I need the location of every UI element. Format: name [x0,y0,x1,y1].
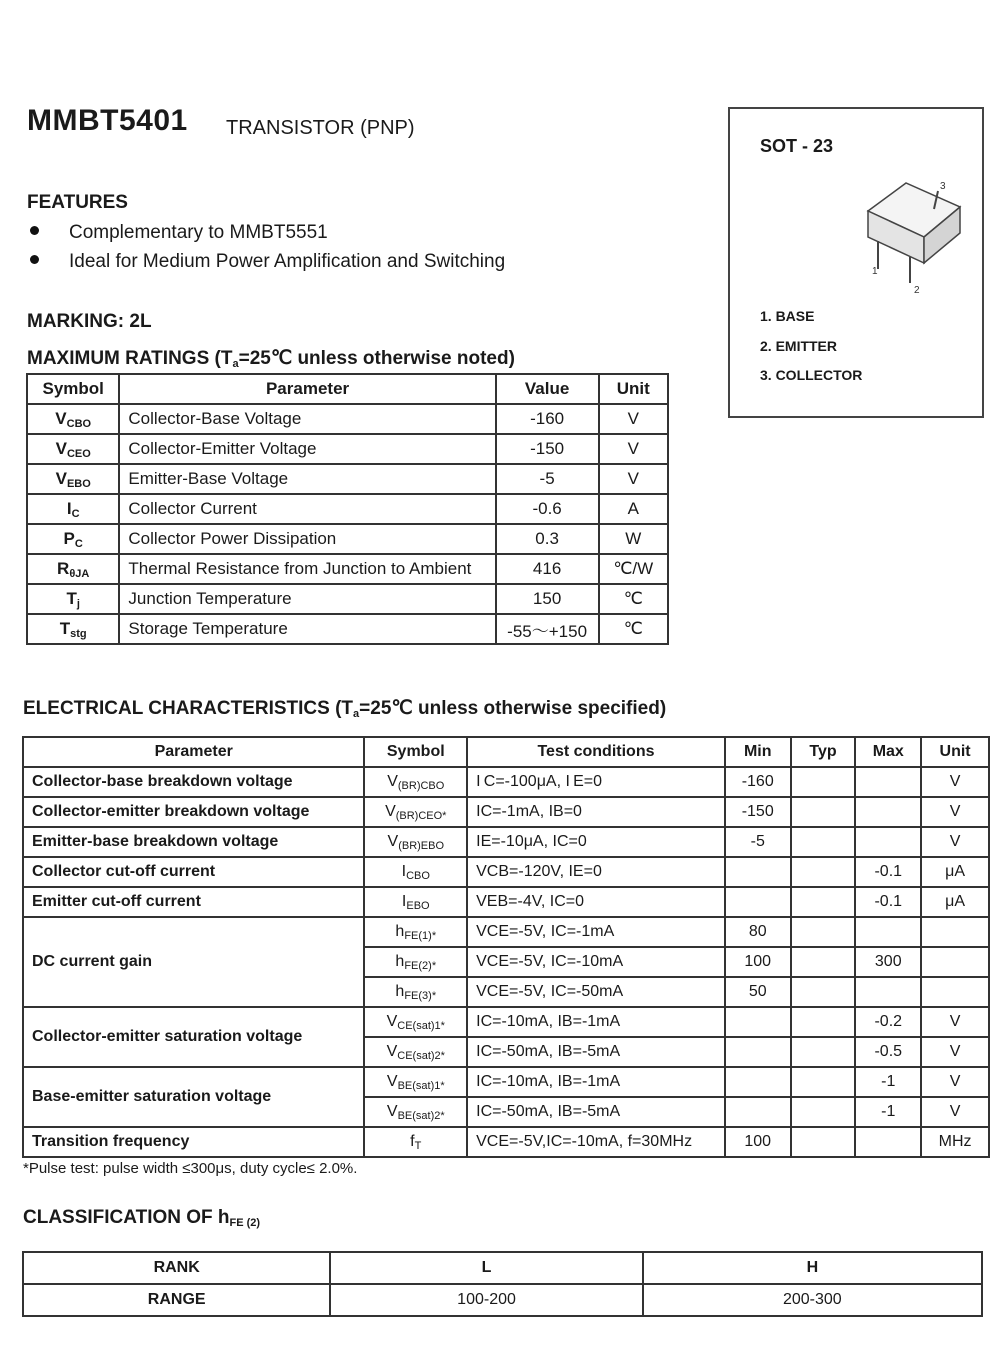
table-row [23,1252,982,1284]
table-header-row [27,374,668,404]
symbol-cell: $P_C$ [27,524,119,554]
max-cell: -0.1 [855,887,921,917]
max-cell [855,917,921,947]
electrical-table [22,736,990,1158]
min-cell: -160 [725,767,791,797]
column-header: Parameter [119,374,495,404]
unit-cell: μA [921,857,989,887]
table-row [23,887,989,917]
symbol-cell: $V_{EBO}$ [27,464,119,494]
part-number: MMBT5401 [27,104,188,137]
symbol-cell: $T_j$ [27,584,119,614]
parameter-cell: Thermal Resistance from Junction to Ambient [119,554,495,584]
classification-table [22,1251,983,1317]
column-header: Typ [791,737,856,767]
symbol-cell: $V_{CE(sat)2*}$ [364,1037,467,1067]
value-cell: -55～+150 [496,614,599,644]
min-cell: -5 [725,827,791,857]
max-cell: -0.2 [855,1007,921,1037]
table-row [23,827,989,857]
column-header: Unit [921,737,989,767]
condition-cell: IE=-10μA, IC=0 [467,827,725,857]
bullet-icon [30,255,39,264]
column-header: Max [855,737,921,767]
column-header: Parameter [23,737,364,767]
feature-item [30,251,505,273]
table-row [27,584,668,614]
table-row [27,404,668,434]
table-row [23,917,989,947]
parameter-cell: Collector-emitter breakdown voltage [23,797,364,827]
unit-cell: V [599,404,669,434]
unit-cell: V [921,1097,989,1127]
table-row [27,464,668,494]
unit-cell: V [599,464,669,494]
unit-cell: V [921,1007,989,1037]
column-header: Value [496,374,599,404]
table-row [23,1284,982,1316]
features-heading: FEATURES [27,192,128,213]
value-cell: 0.3 [496,524,599,554]
table-header-row [23,737,989,767]
min-cell: -150 [725,797,791,827]
unit-cell: V [599,434,669,464]
parameter-cell: Emitter-Base Voltage [119,464,495,494]
unit-cell: A [599,494,669,524]
electrical-heading: ELECTRICAL CHARACTERISTICS ($T_a=25℃$ unless otherwise specified) [23,698,667,720]
condition-cell: VCE=-5V, IC=-1mA [467,917,725,947]
typ-cell [791,1127,856,1157]
condition-cell: IC=-50mA, IB=-5mA [467,1097,725,1127]
condition-cell: VCB=-120V, IE=0 [467,857,725,887]
unit-cell: ℃ [599,614,669,644]
max-cell [855,1127,921,1157]
unit-cell [921,917,989,947]
feature-text: Complementary to MMBT5551 [69,222,328,243]
parameter-cell: DC current gain [23,917,364,1007]
symbol-cell: $I_{EBO}$ [364,887,467,917]
symbol-cell: $R_{\theta JA}$ [27,554,119,584]
symbol-cell: $I_C$ [27,494,119,524]
symbol-cell: $V_{CE(sat)1*}$ [364,1007,467,1037]
range-label: RANGE [23,1284,330,1316]
symbol-cell: $I_{CBO}$ [364,857,467,887]
value-cell: 150 [496,584,599,614]
typ-cell [791,1037,856,1067]
unit-cell: V [921,797,989,827]
symbol-cell: $V_{(BR)CEO*}$ [364,797,467,827]
condition-cell: VCE=-5V, IC=-50mA [467,977,725,1007]
table-row [27,494,668,524]
max-cell [855,767,921,797]
pin-emitter: 2. EMITTER [760,338,838,354]
value-cell: -5 [496,464,599,494]
sot23-package-icon [848,171,968,301]
unit-cell: W [599,524,669,554]
table-row [23,1127,989,1157]
marking: MARKING: 2L [27,311,152,332]
column-header: Symbol [364,737,467,767]
parameter-cell: Junction Temperature [119,584,495,614]
min-cell: 50 [725,977,791,1007]
column-header: Test conditions [467,737,725,767]
unit-cell: V [921,767,989,797]
condition-cell: IC=-50mA, IB=-5mA [467,1037,725,1067]
max-cell: -1 [855,1097,921,1127]
parameter-cell: Emitter-base breakdown voltage [23,827,364,857]
feature-item [30,222,328,244]
unit-cell: μA [921,887,989,917]
min-cell [725,1007,791,1037]
table-row [23,797,989,827]
min-cell [725,1037,791,1067]
max-ratings-heading: MAXIMUM RATINGS ($T_a=25℃$ unless otherwise noted) [27,348,515,370]
typ-cell [791,797,856,827]
typ-cell [791,1007,856,1037]
column-header: Unit [599,374,669,404]
classification-heading: CLASSIFICATION OF $h_{FE (2)}$ [23,1207,261,1229]
parameter-cell: Base-emitter saturation voltage [23,1067,364,1127]
min-cell [725,857,791,887]
typ-cell [791,767,856,797]
max-ratings-table [26,373,669,645]
package-box [728,107,984,418]
unit-cell: V [921,827,989,857]
parameter-cell: Collector Current [119,494,495,524]
range-cell: 100-200 [330,1284,642,1316]
range-cell: 200-300 [643,1284,982,1316]
package-name: SOT - 23 [760,136,834,156]
typ-cell [791,977,856,1007]
min-cell [725,887,791,917]
min-cell: 100 [725,1127,791,1157]
symbol-cell: $V_{BE(sat)1*}$ [364,1067,467,1097]
table-row [23,857,989,887]
unit-cell [921,947,989,977]
max-cell: -1 [855,1067,921,1097]
symbol-cell: $V_{BE(sat)2*}$ [364,1097,467,1127]
parameter-cell: Collector cut-off current [23,857,364,887]
condition-cell: IC=-10mA, IB=-1mA [467,1067,725,1097]
column-header: Min [725,737,791,767]
condition-cell: I C=-100μA, I E=0 [467,767,725,797]
symbol-cell: $V_{CBO}$ [27,404,119,434]
typ-cell [791,827,856,857]
condition-cell: IC=-10mA, IB=-1mA [467,1007,725,1037]
condition-cell: VCE=-5V, IC=-10mA [467,947,725,977]
symbol-cell: $V_{(BR)CBO}$ [364,767,467,797]
parameter-cell: Collector-Base Voltage [119,404,495,434]
value-cell: -160 [496,404,599,434]
typ-cell [791,887,856,917]
max-cell: -0.1 [855,857,921,887]
symbol-cell: $h_{FE(2)*}$ [364,947,467,977]
max-cell [855,797,921,827]
symbol-cell: $h_{FE(1)*}$ [364,917,467,947]
symbol-cell: $T_{stg}$ [27,614,119,644]
min-cell: 80 [725,917,791,947]
max-cell [855,827,921,857]
part-type: TRANSISTOR (PNP) [226,117,415,139]
bullet-icon [30,226,39,235]
condition-cell: IC=-1mA, IB=0 [467,797,725,827]
table-row [27,524,668,554]
rank-cell: H [643,1252,982,1284]
pin-number: 1 [872,266,878,277]
typ-cell [791,947,856,977]
footnote: *Pulse test: pulse width ≤300μs, duty cycle≤ 2.0%. [23,1160,358,1177]
symbol-cell: $V_{(BR)EBO}$ [364,827,467,857]
parameter-cell: Collector-emitter saturation voltage [23,1007,364,1067]
typ-cell [791,917,856,947]
pin-collector: 3. COLLECTOR [760,367,863,383]
pin-base: 1. BASE [760,308,815,324]
typ-cell [791,1067,856,1097]
unit-cell [921,977,989,1007]
table-row [27,434,668,464]
min-cell [725,1097,791,1127]
feature-text: Ideal for Medium Power Amplification and Switching [69,251,506,272]
column-header: Symbol [27,374,119,404]
parameter-cell: Storage Temperature [119,614,495,644]
symbol-cell: $V_{CEO}$ [27,434,119,464]
rank-cell: L [330,1252,642,1284]
value-cell: -0.6 [496,494,599,524]
max-cell: -0.5 [855,1037,921,1067]
pin-number: 2 [914,285,920,296]
table-row [27,554,668,584]
pin-number: 3 [940,181,946,192]
typ-cell [791,1097,856,1127]
table-row [23,1007,989,1037]
max-cell [855,977,921,1007]
min-cell [725,1067,791,1097]
min-cell: 100 [725,947,791,977]
condition-cell: VCE=-5V,IC=-10mA, f=30MHz [467,1127,725,1157]
unit-cell: V [921,1037,989,1067]
typ-cell [791,857,856,887]
parameter-cell: Collector Power Dissipation [119,524,495,554]
value-cell: 416 [496,554,599,584]
parameter-cell: Collector-Emitter Voltage [119,434,495,464]
unit-cell: V [921,1067,989,1097]
condition-cell: VEB=-4V, IC=0 [467,887,725,917]
rank-label: RANK [23,1252,330,1284]
unit-cell: ℃/W [599,554,669,584]
unit-cell: ℃ [599,584,669,614]
symbol-cell: $f_T$ [364,1127,467,1157]
table-row [23,767,989,797]
value-cell: -150 [496,434,599,464]
table-row [23,1067,989,1097]
parameter-cell: Emitter cut-off current [23,887,364,917]
parameter-cell: Collector-base breakdown voltage [23,767,364,797]
symbol-cell: $h_{FE(3)*}$ [364,977,467,1007]
table-row [27,614,668,644]
parameter-cell: Transition frequency [23,1127,364,1157]
max-cell: 300 [855,947,921,977]
unit-cell: MHz [921,1127,989,1157]
